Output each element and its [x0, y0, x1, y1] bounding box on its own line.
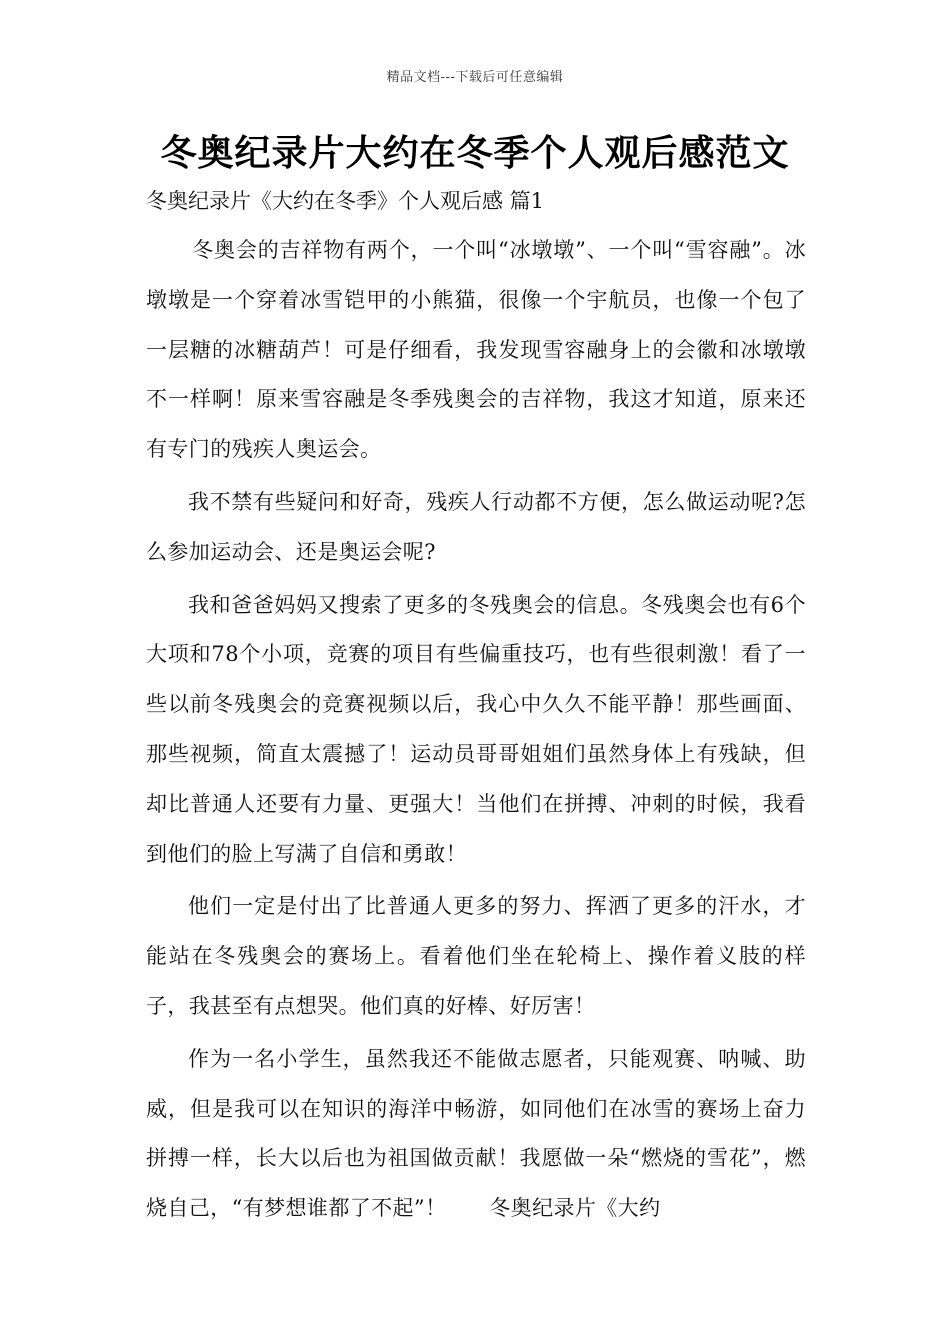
paragraph-aspiration: 作为一名小学生，虽然我还不能做志愿者，只能观赛、呐喊、助威，但是我可以在知识的海洋中畅游，如同他们在冰雪的赛场上奋力拼搏一样，长大以后也为祖国做贡献！我愿做一朵“燃烧的雪花”，燃烧自己，“有梦想谁都了不起”！ 冬奥纪录片《大约 — [146, 1046, 806, 1221]
section-subtitle: 冬奥纪录片《大约在冬季》个人观后感 篇1 — [146, 189, 545, 213]
document-title: 冬奥纪录片大约在冬季个人观后感范文 — [160, 132, 790, 174]
document-body — [146, 226, 806, 1237]
paragraph-research: 我和爸爸妈妈又搜索了更多的冬残奥会的信息。冬残奥会也有6个大项和78个小项，竞赛的项目有些偏重技巧，也有些很刺激！看了一些以前冬残奥会的竞赛视频以后，我心中久久不能平静！那些画面、那些视频，简直太震撼了！运动员哥哥姐姐们虽然身体上有残缺，但却比普通人还要有力量、更强大！当他们在拼搏、冲刺的时候，我看到他们的脸上写满了自信和勇敢！ — [146, 592, 806, 866]
page-header-note: 精品文档---下载后可任意编辑 — [386, 70, 564, 85]
paragraph-question: 我不禁有些疑问和好奇，残疾人行动都不方便，怎么做运动呢?怎么参加运动会、还是奥运会呢? — [146, 489, 806, 564]
paragraph-athletes: 他们一定是付出了比普通人更多的努力、挥洒了更多的汗水，才能站在冬残奥会的赛场上。看着他们坐在轮椅上、操作着义肢的样子，我甚至有点想哭。他们真的好棒、好厉害！ — [146, 894, 806, 1018]
paragraph-mascots: 冬奥会的吉祥物有两个，一个叫“冰墩墩”、一个叫“雪容融”。冰墩墩是一个穿着冰雪铠甲的小熊猫，很像一个宇航员，也像一个包了一层糖的冰糖葫芦！可是仔细看，我发现雪容融身上的会徽和冰墩墩不一样啊！原来雪容融是冬季残奥会的吉祥物，我这才知道，原来还有专门的残疾人奥运会。 — [146, 238, 806, 462]
